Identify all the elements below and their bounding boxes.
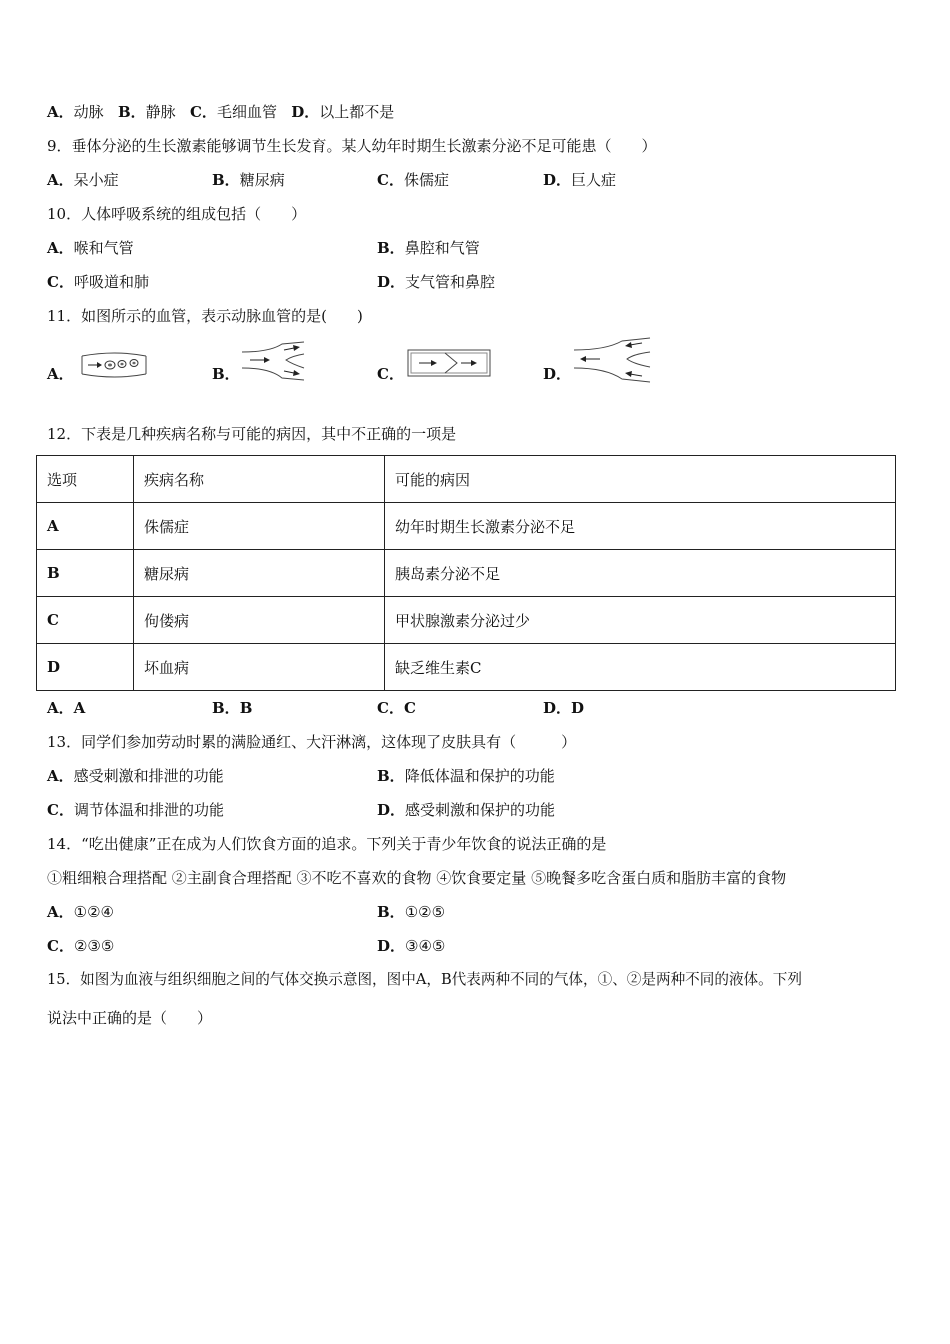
branching-vessel-b-diagram <box>240 340 310 382</box>
table-cell: D <box>37 644 134 691</box>
capillary-diagram <box>80 350 150 380</box>
q14-option-c: C．②③⑤ <box>47 937 115 955</box>
q9-option-d: D．巨人症 <box>543 171 617 189</box>
q13-option-c: C．调节体温和排泄的功能 <box>47 801 224 819</box>
q15-stem-line1: 15．如图为血液与组织细胞之间的气体交换示意图，图中A，B代表两种不同的气体，①、②是两种不同的液体。下列 <box>47 971 802 988</box>
table-cell: 糖尿病 <box>134 550 385 597</box>
table-header-cell: 可能的病因 <box>385 456 896 503</box>
q8-option-label: D． <box>291 103 320 121</box>
q12-option-d: D．D <box>543 699 585 717</box>
q13-option-b: B．降低体温和保护的功能 <box>377 767 555 785</box>
q10-option-c: C．呼吸道和肺 <box>47 273 149 291</box>
q10-stem: 10．人体呼吸系统的组成包括（ ） <box>47 205 307 223</box>
q12-option-b: B．B <box>212 699 253 717</box>
table-cell: A <box>37 503 134 550</box>
q9-option-b: B．糖尿病 <box>212 171 285 189</box>
disease-table <box>36 455 896 691</box>
table-cell: B <box>37 550 134 597</box>
table-cell: 缺乏维生素C <box>385 644 896 691</box>
q13-option-d: D．感受刺激和保护的功能 <box>377 801 556 819</box>
q9-stem: 9．垂体分泌的生长激素能够调节生长发育。某人幼年时期生长激素分泌不足可能患（ ） <box>47 137 657 155</box>
q14-option-b: B．①②⑤ <box>377 903 446 921</box>
table-cell: 甲状腺激素分泌过少 <box>385 597 896 644</box>
q9-option-a: A．呆小症 <box>47 171 119 189</box>
table-header-cell: 选项 <box>37 456 134 503</box>
table-row <box>37 550 896 597</box>
table-row <box>37 503 896 550</box>
q8-option-label: B． <box>117 103 146 121</box>
q8-option-label: C． <box>189 103 217 121</box>
table-row <box>37 644 896 691</box>
q8-option-text: 动脉 <box>73 103 104 121</box>
q14-stem: 14．“吃出健康”正在成为人们饮食方面的追求。下列关于青少年饮食的说法正确的是 <box>47 835 607 853</box>
q11-option-a-label: A． <box>47 365 74 383</box>
q15-stem-line2: 说法中正确的是（ ） <box>47 1009 213 1027</box>
q14-option-d: D．③④⑤ <box>377 937 446 955</box>
q14-option-a: A．①②④ <box>47 903 114 921</box>
q8-options <box>47 102 394 122</box>
q11-stem: 11．如图所示的血管，表示动脉血管的是( ) <box>47 307 363 325</box>
table-header-cell: 疾病名称 <box>134 456 385 503</box>
q10-option-b: B．鼻腔和气管 <box>377 239 480 257</box>
q12-option-c: C．C <box>377 699 416 717</box>
table-header-row <box>37 456 896 503</box>
q8-option-text: 静脉 <box>145 103 176 121</box>
vein-with-valves-diagram <box>405 346 495 380</box>
q13-option-a: A．感受刺激和排泄的功能 <box>47 767 224 785</box>
q9-option-c: C．侏儒症 <box>377 171 449 189</box>
q10-option-d: D．支气管和鼻腔 <box>377 273 496 291</box>
table-cell: C <box>37 597 134 644</box>
q8-option-text: 以上都不是 <box>319 103 395 121</box>
table-cell: 坏血病 <box>134 644 385 691</box>
branching-vessel-d-diagram <box>572 336 654 384</box>
q8-option-label: A． <box>47 103 74 121</box>
table-cell: 幼年时期生长激素分泌不足 <box>385 503 896 550</box>
table-cell: 佝偻病 <box>134 597 385 644</box>
table-cell: 胰岛素分泌不足 <box>385 550 896 597</box>
table-cell: 侏儒症 <box>134 503 385 550</box>
q11-option-c-label: C． <box>377 365 404 383</box>
q10-option-a: A．喉和气管 <box>47 239 134 257</box>
q14-statements: ①粗细粮合理搭配 ②主副食合理搭配 ③不吃不喜欢的食物 ④饮食要定量 ⑤晚餐多吃含蛋白质和脂肪丰富的食物 <box>47 869 787 887</box>
q12-option-a: A．A <box>47 699 86 717</box>
q11-option-d-label: D． <box>543 365 572 383</box>
q8-option-text: 毛细血管 <box>216 103 277 121</box>
q13-stem: 13．同学们参加劳动时累的满脸通红、大汗淋漓，这体现了皮肤具有（ ） <box>47 733 577 751</box>
table-row <box>37 597 896 644</box>
q11-option-b-label: B． <box>212 365 240 383</box>
q12-stem: 12．下表是几种疾病名称与可能的病因，其中不正确的一项是 <box>47 425 457 443</box>
